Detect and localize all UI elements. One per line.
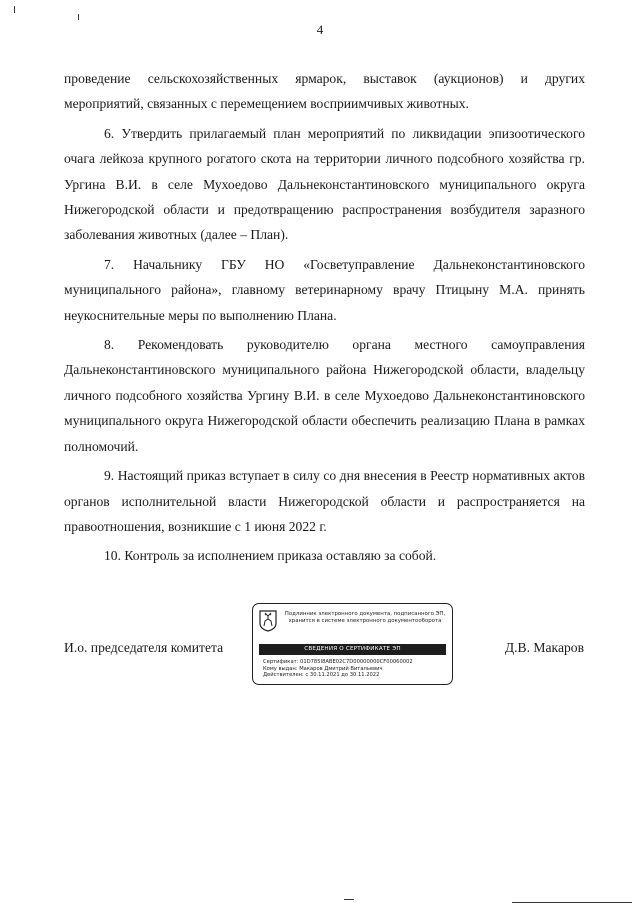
stamp-certificate-header: СВЕДЕНИЯ О СЕРТИФИКАТЕ ЭП	[259, 644, 446, 655]
stamp-certificate-number: Сертификат: 01D785I8ABE02C7D00000000CF00060002	[263, 659, 413, 665]
deer-coat-of-arms-icon	[259, 610, 277, 632]
stamp-validity: Действителен: с 30.11.2021 до 30.11.2022	[263, 672, 380, 679]
scan-artifact	[512, 902, 632, 903]
signer-name: Д.В. Макаров	[504, 640, 584, 655]
stamp-notice	[281, 611, 449, 624]
stamp-notice-line: хранится в системе электронного документооборота	[288, 617, 442, 624]
scan-artifact	[78, 14, 79, 20]
paragraph-item-6: 6. Утвердить прилагаемый план мероприятий по ликвидации эпизоотического очага лейкоза крупного рогатого скота на территории личного подсобного хозяйства гр. Ургина В.И. в селе Мухоедово Дальнеконстантиновского муниципального округа Нижегородской области и предотвращению распространения возбудителя заразного заболевания животных (далее – План).	[64, 125, 585, 243]
paragraph-item-7: 7. Начальнику ГБУ НО «Госветуправление Дальнеконстантиновского муниципального района», главному ветеринарному врачу Птицыну М.А. принять неукоснительные меры по выполнению Плана.	[64, 256, 585, 323]
stamp-notice-line: Подлинник электронного документа, подписанного ЭП,	[284, 611, 446, 617]
paragraph-item-10: 10. Контроль за исполнением приказа оставляю за собой.	[104, 548, 437, 564]
paragraph-item-9: 9. Настоящий приказ вступает в силу со дня внесения в Реестр нормативных актов органов исполнительной власти Нижегородской области и распространяется на правоотношения, возникшие с 1 июня 2022 г.	[64, 468, 585, 534]
electronic-signature-stamp	[252, 603, 453, 685]
paragraph-continuation: проведение сельскохозяйственных ярмарок, выставок (аукционов) и других мероприятий, связанных с перемещением восприимчивых животных.	[64, 71, 585, 112]
scan-artifact	[344, 899, 354, 900]
page-number: 4	[316, 22, 324, 37]
stamp-certificate-details	[263, 659, 448, 679]
document-body	[64, 66, 585, 569]
paragraph-item-8: 8. Рекомендовать руководителю органа местного самоуправления Дальнеконстантиновского муниципального района Нижегородской области, владельцу личного подсобного хозяйства Ургину В.И. в селе Мухоедово Дальнеконстантиновского муниципального округа Нижегородской области обеспечить реализацию Плана в рамках полномочий.	[64, 337, 585, 454]
stamp-issued-to: Кому выдан: Макаров Дмитрий Витальевич	[263, 665, 383, 672]
signer-position-title: И.о. председателя комитета	[64, 640, 224, 655]
scan-artifact	[14, 6, 15, 13]
